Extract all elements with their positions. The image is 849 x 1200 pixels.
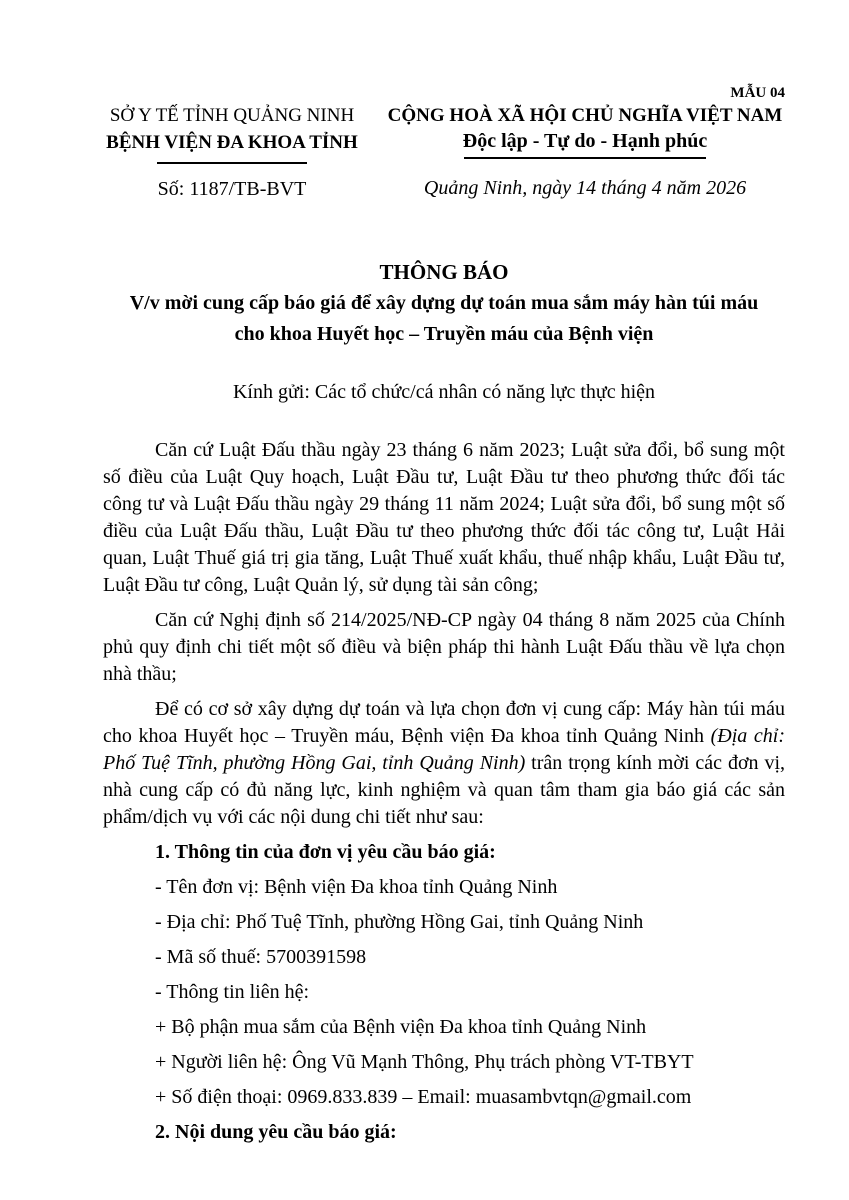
invitation-text-post: trân trọng kính mời các đơn vị, nhà cung cấp có đủ năng lực, kinh nghiệm và quan tâm tham gia báo giá các sản phẩm/dịch vụ với các nội dung chi tiết như sau: bbox=[103, 752, 785, 828]
legal-basis-paragraph-2: Căn cứ Nghị định số 214/2025/NĐ-CP ngày 04 tháng 8 năm 2025 của Chính phủ quy định chi tiết một số điều và biện pháp thi hành Luật Đấu thầu về lựa chọn nhà thầu; bbox=[103, 609, 785, 685]
list-item-contact-person: + Người liên hệ: Ông Vũ Mạnh Thông, Phụ trách phòng VT-TBYT bbox=[155, 1051, 694, 1073]
list-item-purchasing-dept: + Bộ phận mua sắm của Bệnh viện Đa khoa tỉnh Quảng Ninh bbox=[155, 1016, 647, 1038]
invitation-text-pre: Để có cơ sở xây dựng dự toán và lựa chọn đơn vị cung cấp: Máy hàn túi máu cho khoa Huyết học – Truyền máu, Bệnh viện Đa khoa tỉnh Quảng Ninh bbox=[103, 698, 785, 747]
section-1-heading: 1. Thông tin của đơn vị yêu cầu báo giá: bbox=[155, 841, 496, 863]
org-underline bbox=[157, 162, 307, 164]
list-item-tax-code: - Mã số thuế: 5700391598 bbox=[155, 946, 367, 968]
motto-underline bbox=[464, 157, 706, 159]
national-motto: Độc lập - Tự do - Hạnh phúc bbox=[462, 130, 708, 152]
document-number: Số: 1187/TB-BVT bbox=[157, 178, 307, 200]
document-header bbox=[103, 85, 785, 201]
section-2-heading: 2. Nội dung yêu cầu báo giá: bbox=[155, 1121, 397, 1143]
invitation-paragraph bbox=[103, 696, 785, 831]
invitation-address-italic: (Địa chỉ: Phố Tuệ Tĩnh, phường Hồng Gai, tỉnh Quảng Ninh) bbox=[103, 725, 785, 774]
list-item-unit-name: - Tên đơn vị: Bệnh viện Đa khoa tỉnh Quảng Ninh bbox=[155, 876, 558, 898]
list-item-contact-info: - Thông tin liên hệ: bbox=[155, 981, 310, 1003]
salutation-line: Kính gửi: Các tổ chức/cá nhân có năng lực thực hiện bbox=[232, 381, 656, 403]
national-header-block bbox=[385, 85, 785, 200]
subtitle-line-1: V/v mời cung cấp báo giá để xây dựng dự toán mua sắm máy hàn túi máu bbox=[129, 292, 759, 314]
document-title: THÔNG BÁO bbox=[379, 260, 509, 284]
issuing-org-block bbox=[103, 85, 361, 201]
hospital-name: BỆNH VIỆN ĐA KHOA TỈNH bbox=[106, 132, 358, 153]
document-subtitle bbox=[103, 288, 785, 350]
form-label: MẪU 04 bbox=[730, 85, 785, 101]
national-title: CỘNG HOÀ XÃ HỘI CHỦ NGHĨA VIỆT NAM bbox=[387, 105, 783, 126]
list-item-phone-email: + Số điện thoại: 0969.833.839 – Email: muasambvtqn@gmail.com bbox=[155, 1086, 692, 1108]
legal-basis-paragraph-1: Căn cứ Luật Đấu thầu ngày 23 tháng 6 năm 2023; Luật sửa đổi, bổ sung một số điều của Luật Quy hoạch, Luật Đầu tư, Luật Đầu tư theo phương thức đối tác công tư và Luật Đấu thầu ngày 29 tháng 11 năm 2024; Luật sửa đổi, bổ sung một số điều của Luật Đấu thầu, Luật Đầu tư theo phương thức đối tác công tư, Luật Hải quan, Luật Thuế giá trị gia tăng, Luật Thuế xuất khẩu, thuế nhập khẩu, Luật Đầu tư, Luật Đầu tư công, Luật Quản lý, sử dụng tài sản công; bbox=[103, 439, 785, 596]
list-item-address: - Địa chỉ: Phố Tuệ Tĩnh, phường Hồng Gai, tỉnh Quảng Ninh bbox=[155, 911, 644, 933]
parent-org-name: SỞ Y TẾ TỈNH QUẢNG NINH bbox=[109, 105, 355, 126]
place-date-line: Quảng Ninh, ngày 14 tháng 4 năm 2026 bbox=[423, 177, 747, 199]
subtitle-line-2: cho khoa Huyết học – Truyền máu của Bệnh viện bbox=[234, 323, 654, 345]
